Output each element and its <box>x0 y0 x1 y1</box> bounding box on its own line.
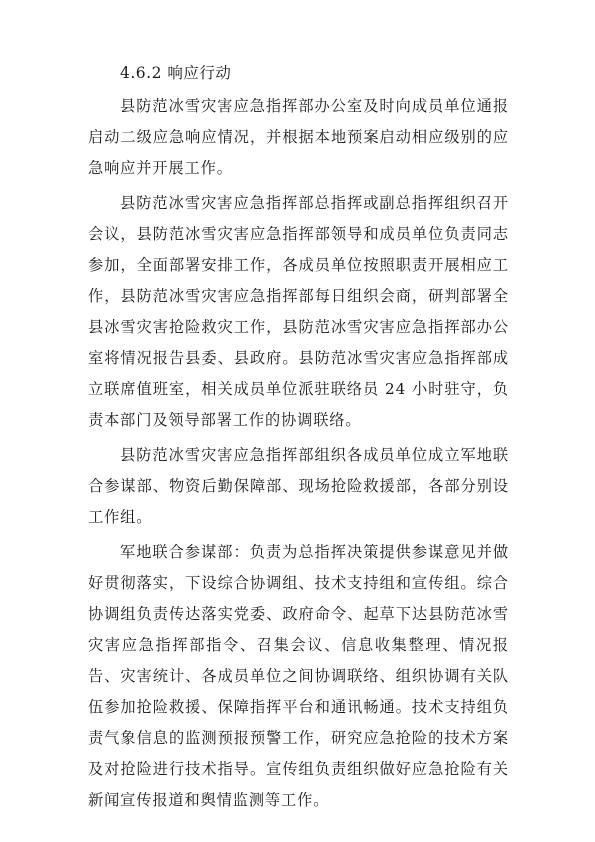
paragraph-3: 县防范冰雪灾害应急指挥部组织各成员单位成立军地联合参谋部、物资后勤保障部、现场抢险救援部，各部分别设工作组。 <box>88 446 509 526</box>
paragraph-1: 县防范冰雪灾害应急指挥部办公室及时向成员单位通报启动二级应急响应情况，并根据本地预案启动相应级别的应急响应并开展工作。 <box>88 97 509 177</box>
paragraph-2: 县防范冰雪灾害应急指挥部总指挥或副总指挥组织召开会议，县防范冰雪灾害应急指挥部领导和成员单位负责同志参加，全面部署安排工作，各成员单位按照职责开展相应工作，县防范冰雪灾害应急指挥部每日组织会商，研判部署全县冰雪灾害抢险救灾工作，县防范冰雪灾害应急指挥部办公室将情况报告县委、县政府。县防范冰雪灾害应急指挥部成立联席值班室，相关成员单位派驻联络员 24 小时驻守，负责本部门及领导部署工作的协调联络。 <box>88 194 509 429</box>
document-body <box>88 58 509 816</box>
section-heading: 4.6.2 响应行动 <box>120 64 232 82</box>
paragraph-4: 军地联合参谋部：负责为总指挥决策提供参谋意见并做好贯彻落实，下设综合协调组、技术支持组和宣传组。综合协调组负责传达落实党委、政府命令、起草下达县防范冰雪灾害应急指挥部指令、召集会议、信息收集整理、情况报告、灾害统计、各成员单位之间协调联络、组织协调有关队伍参加抢险救援、保障指挥平台和通讯畅通。技术支持组负责气象信息的监测预报预警工作，研究应急抢险的技术方案及对抢险进行技术指导。宣传组负责组织做好应急抢险有关新闻宣传报道和舆情监测等工作。 <box>88 543 509 809</box>
